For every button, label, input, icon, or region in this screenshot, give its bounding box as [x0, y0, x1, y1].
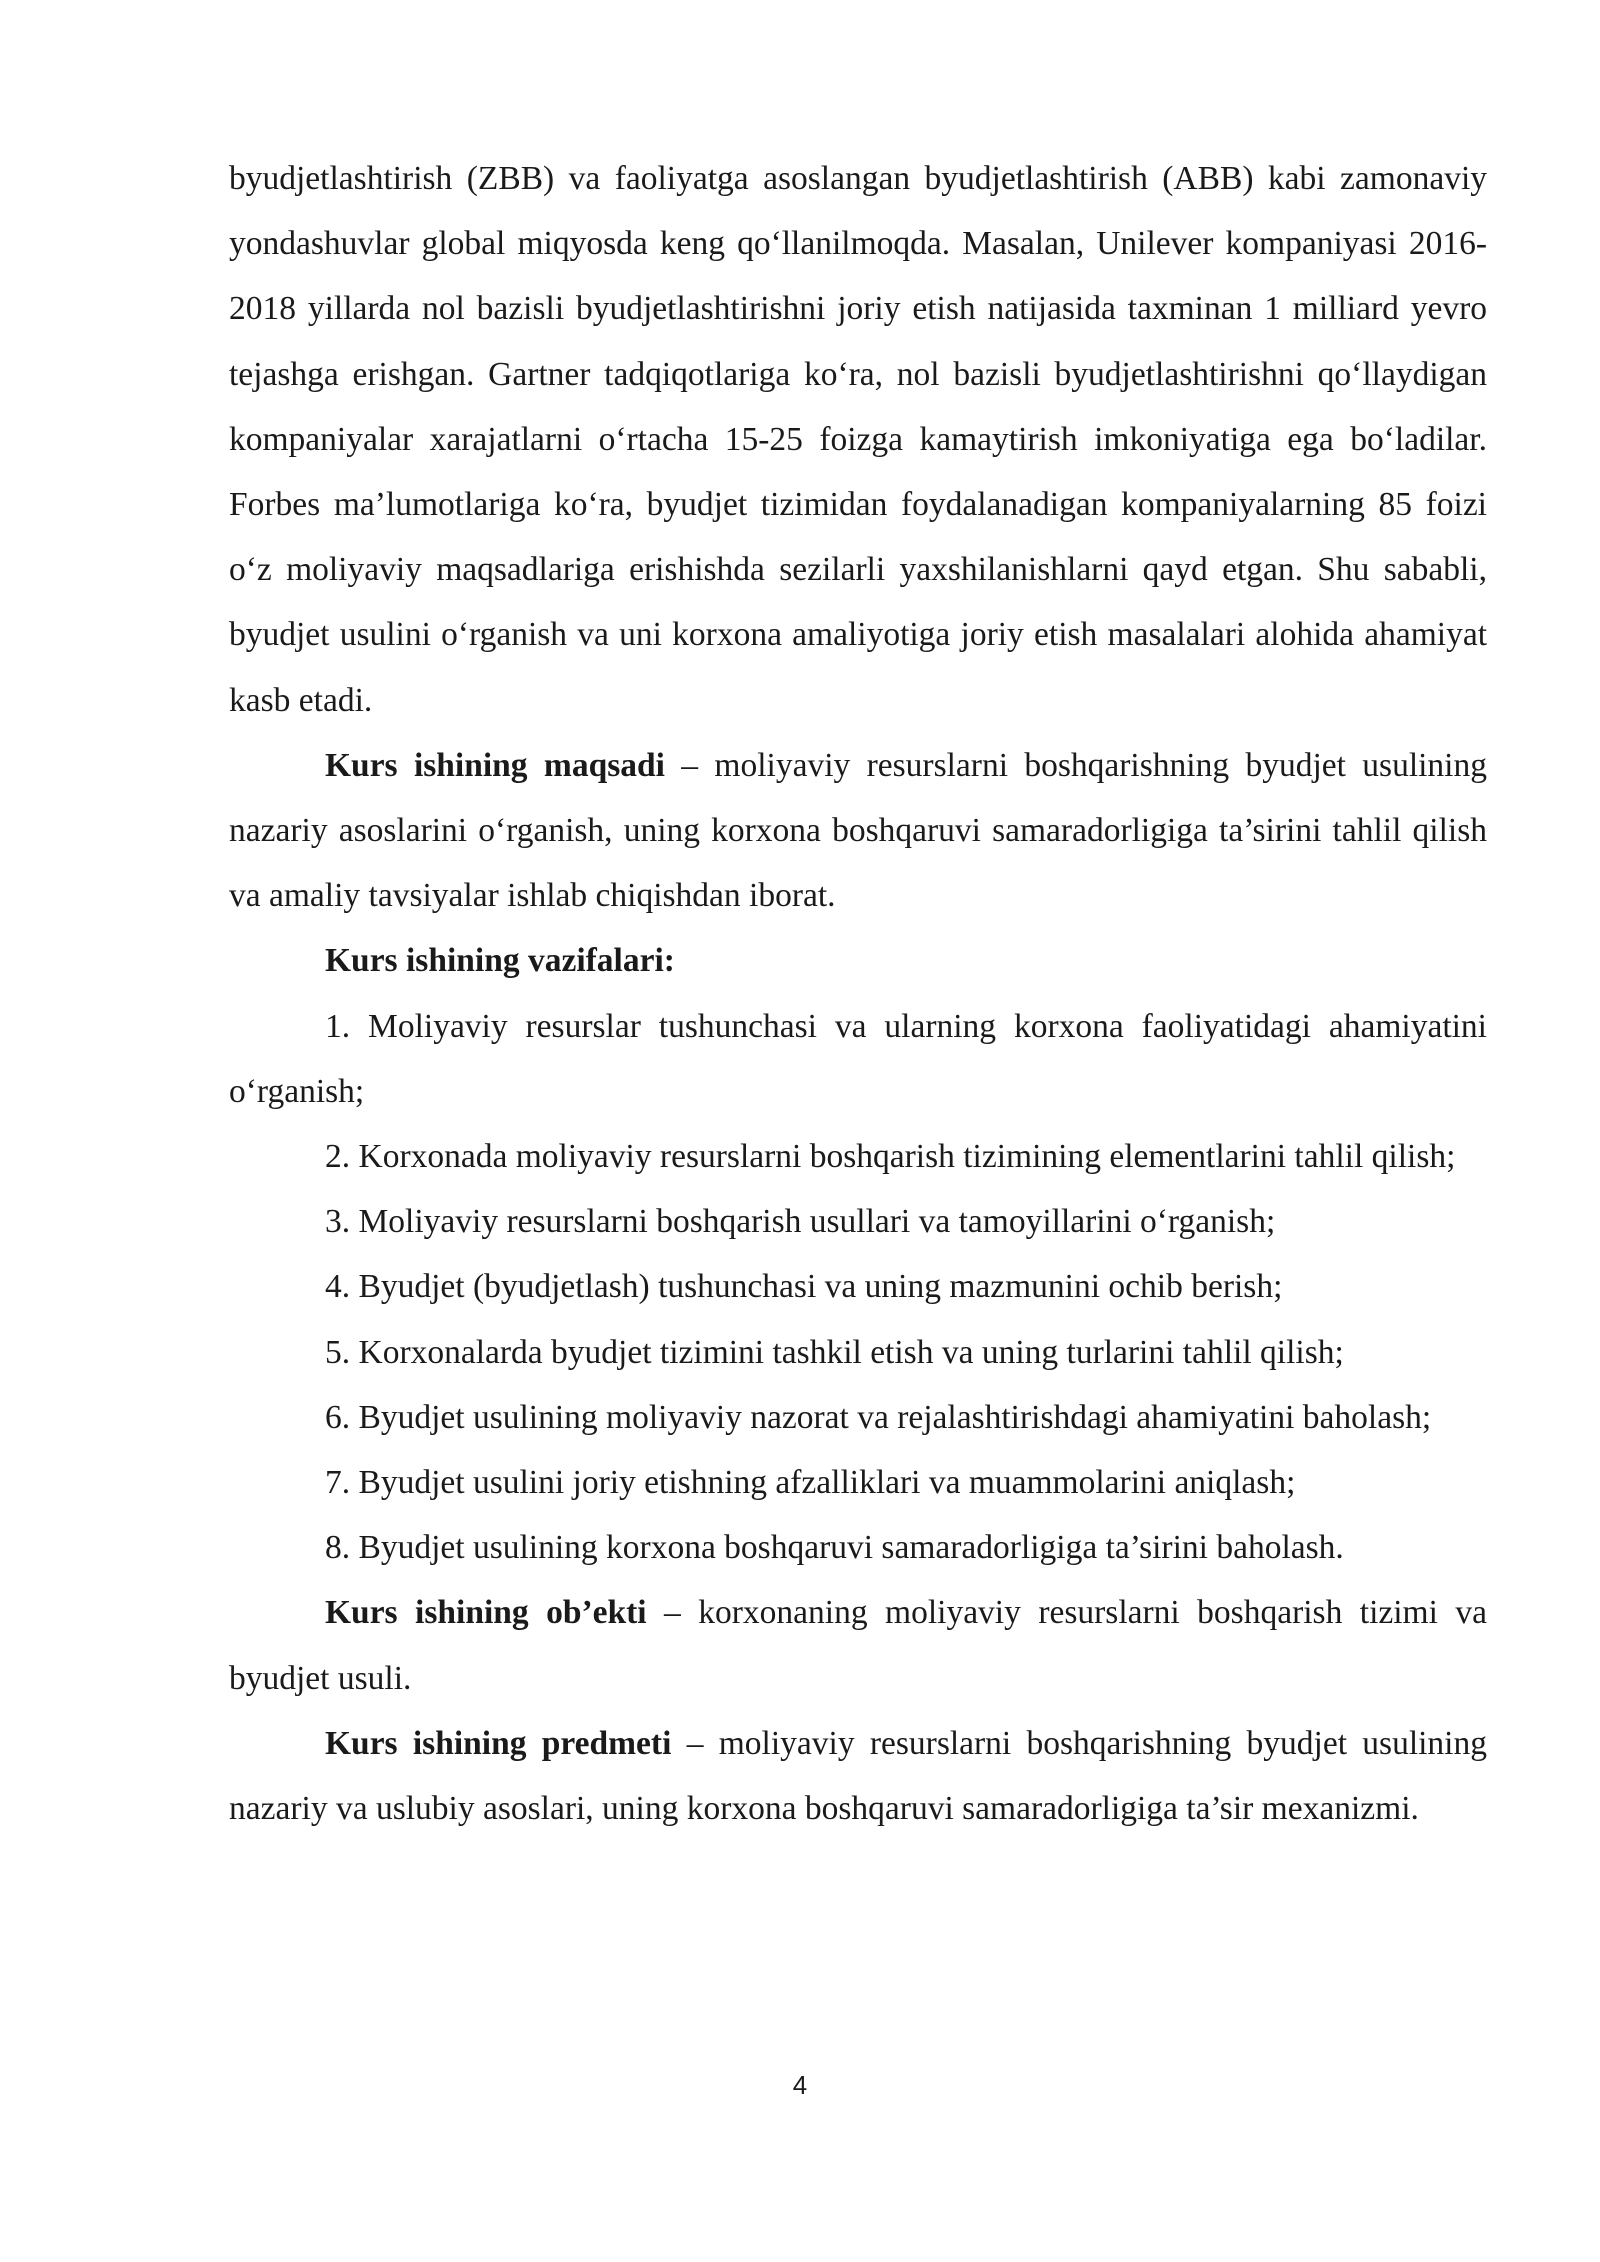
task-item-4: 4. Byudjet (byudjetlash) tushunchasi va uning mazmunini ochib berish;: [325, 1268, 1283, 1306]
page-number: 4: [792, 2070, 808, 2100]
goal-heading: Kurs ishining maqsadi: [325, 746, 665, 784]
subject-text: – moliyaviy resurslarni boshqarishning byudjet usulining nazariy va uslubiy asoslari, uning korxona boshqaruvi samaradorligiga ta’sir mexanizmi.: [229, 1724, 1487, 1828]
subject-paragraph: [229, 1711, 1487, 1841]
tasks-heading-paragraph: [229, 928, 1487, 993]
goal-paragraph: [229, 733, 1487, 929]
task-item-3: 3. Moliyaviy resurslarni boshqarish usullari va tamoyillarini o‘rganish;: [325, 1203, 1276, 1241]
object-text: – korxonaning moliyaviy resurslarni boshqarish tizimi va byudjet usuli.: [229, 1594, 1487, 1697]
object-paragraph: [229, 1580, 1487, 1710]
body-text: [229, 146, 1487, 1841]
task-item-5: 5. Korxonalarda byudjet tizimini tashkil etish va uning turlarini tahlil qilish;: [325, 1333, 1344, 1371]
goal-text: – moliyaviy resurslarni boshqarishning byudjet usulining nazariy asoslarini o‘rganish, uning korxona boshqaruvi samaradorligiga ta’sirini tahlil qilish va amaliy tavsiyalar ishlab chiqishdan iborat.: [229, 746, 1487, 915]
task-item-7: 7. Byudjet usulini joriy etishning afzalliklari va muammolarini aniqlash;: [325, 1464, 1296, 1502]
task-item-6: 6. Byudjet usulining moliyaviy nazorat va rejalashtirishdagi ahamiyatini baholash;: [325, 1398, 1432, 1436]
task-item-1: 1. Moliyaviy resurslar tushunchasi va ularning korxona faoliyatidagi ahamiyatini o‘rganish;: [229, 1007, 1487, 1110]
tasks-heading: Kurs ishining vazifalari:: [325, 942, 675, 980]
subject-heading: Kurs ishining predmeti: [325, 1724, 672, 1762]
task-item-2: 2. Korxonada moliyaviy resurslarni boshqarish tizimining elementlarini tahlil qilish;: [325, 1138, 1456, 1176]
intro-paragraph: byudjetlashtirish (ZBB) va faoliyatga asoslangan byudjetlashtirish (ABB) kabi zamonaviy yondashuvlar global miqyosda keng qo‘llanilmoqda. Masalan, Unilever kompaniyasi 2016-2018 yillarda nol bazisli byudjetlashtirishni joriy etish natijasida taxminan 1 milliard yevro tejashga erishgan. Gartner tadqiqotlariga ko‘ra, nol bazisli byudjetlashtirishni qo‘llaydigan kompaniyalar xarajatlarni o‘rtacha 15-25 foizga kamaytirish imkoniyatiga ega bo‘ladilar. Forbes ma’lumotlariga ko‘ra, byudjet tizimidan foydalanadigan kompaniyalarning 85 foizi o‘z moliyaviy maqsadlariga erishishda sezilarli yaxshilanishlarni qayd etgan. Shu sababli, byudjet usulini o‘rganish va uni korxona amaliyotiga joriy etish masalalari alohida ahamiyat kasb etadi.: [229, 160, 1487, 719]
task-item-8: 8. Byudjet usulining korxona boshqaruvi samaradorligiga ta’sirini baholash.: [325, 1529, 1344, 1567]
object-heading: Kurs ishining ob’ekti: [325, 1594, 647, 1632]
